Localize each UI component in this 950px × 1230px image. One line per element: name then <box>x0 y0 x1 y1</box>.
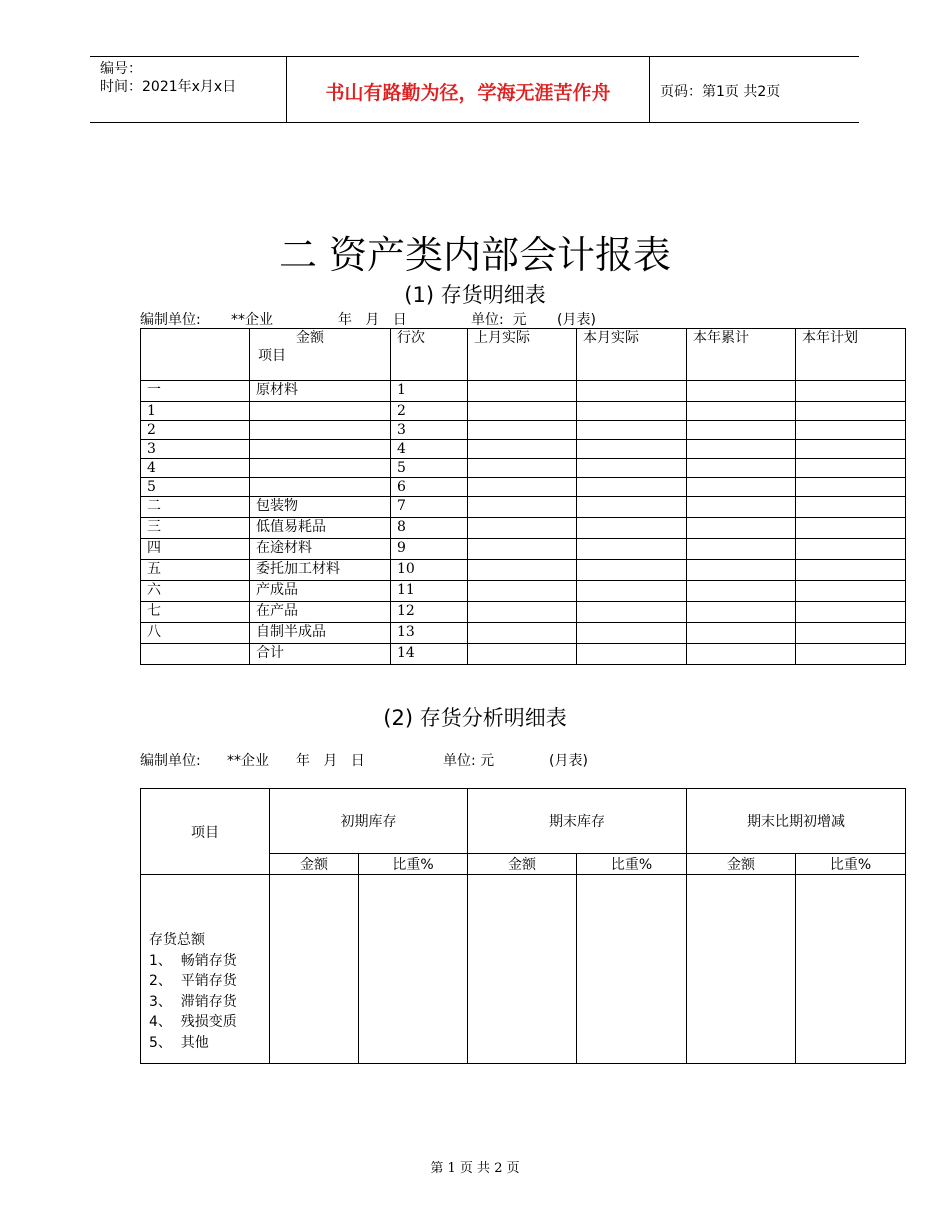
data-cell <box>796 459 906 478</box>
row-item-name <box>250 402 391 421</box>
col-header-this-month: 本月实际 <box>577 329 687 381</box>
inventory-detail-table <box>140 328 906 665</box>
data-cell <box>796 421 906 440</box>
row-line-number: 3 <box>391 421 468 440</box>
number-label: 编号： <box>100 61 142 77</box>
row-item-name: 在途材料 <box>250 539 391 560</box>
table1-row <box>141 381 906 402</box>
data-cell <box>796 644 906 665</box>
row-number: 三 <box>141 518 250 539</box>
table1-unit-label: 编制单位: <box>140 312 201 328</box>
table1-row <box>141 602 906 623</box>
row-number: 六 <box>141 581 250 602</box>
data-cell <box>796 497 906 518</box>
data-cell <box>577 518 687 539</box>
row-item-name: 委托加工材料 <box>250 560 391 581</box>
table2-title: (2) 存货分析明细表 <box>383 706 567 730</box>
table2-unit-label: 编制单位: <box>140 753 201 769</box>
data-cell <box>577 560 687 581</box>
data-cell <box>796 623 906 644</box>
group-change: 期末比期初增减 <box>687 789 906 854</box>
sub-header-ratio: 比重% <box>359 854 468 875</box>
item-fast-moving: 1、 畅销存货 <box>149 952 237 969</box>
table2-item-list <box>141 875 270 1064</box>
row-line-number: 5 <box>391 459 468 478</box>
item-total: 存货总额 <box>149 932 205 948</box>
header-top-rule <box>90 56 859 57</box>
data-cell <box>577 539 687 560</box>
row-line-number: 10 <box>391 560 468 581</box>
data-cell <box>796 440 906 459</box>
data-cell <box>468 644 577 665</box>
data-cell <box>687 560 796 581</box>
data-cell <box>468 518 577 539</box>
row-number: 四 <box>141 539 250 560</box>
row-number: 2 <box>141 421 250 440</box>
table2-body-row <box>141 875 906 1064</box>
data-cell <box>468 459 577 478</box>
data-cell <box>359 875 468 1064</box>
data-cell <box>577 602 687 623</box>
data-cell <box>468 381 577 402</box>
row-number: 二 <box>141 497 250 518</box>
header-left-block <box>100 60 236 96</box>
data-cell <box>577 459 687 478</box>
sub-header-amount: 金额 <box>270 854 359 875</box>
table2-item-header: 项目 <box>141 789 270 875</box>
data-cell <box>468 539 577 560</box>
row-item-name: 在产品 <box>250 602 391 623</box>
data-cell <box>577 497 687 518</box>
data-cell <box>687 581 796 602</box>
data-cell <box>468 581 577 602</box>
data-cell <box>577 875 687 1064</box>
item-slow-moving: 3、 滞销存货 <box>149 993 237 1010</box>
data-cell <box>796 381 906 402</box>
row-number: 3 <box>141 440 250 459</box>
data-cell <box>796 602 906 623</box>
data-cell <box>577 581 687 602</box>
sub-header-ratio: 比重% <box>577 854 687 875</box>
row-number: 一 <box>141 381 250 402</box>
data-cell <box>468 440 577 459</box>
data-cell <box>687 402 796 421</box>
data-cell <box>270 875 359 1064</box>
col-header-plan: 本年计划 <box>796 329 906 381</box>
data-cell <box>577 402 687 421</box>
row-line-number: 7 <box>391 497 468 518</box>
data-cell <box>577 440 687 459</box>
row-line-number: 14 <box>391 644 468 665</box>
data-cell <box>687 518 796 539</box>
header-bottom-rule <box>90 122 859 123</box>
row-number: 八 <box>141 623 250 644</box>
row-number: 4 <box>141 459 250 478</box>
table1-corner-cell <box>141 329 250 381</box>
table2-group-row <box>141 789 906 854</box>
item-normal-moving: 2、 平销存货 <box>149 973 237 989</box>
table1-title: (1) 存货明细表 <box>404 283 546 307</box>
sub-header-amount: 金额 <box>468 854 577 875</box>
row-line-number: 12 <box>391 602 468 623</box>
data-cell <box>796 478 906 497</box>
data-cell <box>687 539 796 560</box>
data-cell <box>468 421 577 440</box>
data-cell <box>796 402 906 421</box>
data-cell <box>577 381 687 402</box>
data-cell <box>796 875 906 1064</box>
data-cell <box>577 644 687 665</box>
item-damaged: 4、 残损变质 <box>149 1014 237 1030</box>
table2-company: **企业 <box>227 753 269 769</box>
col-header-line: 行次 <box>391 329 468 381</box>
row-item-name <box>250 440 391 459</box>
table1-row <box>141 581 906 602</box>
row-line-number: 6 <box>391 478 468 497</box>
row-item-name: 包装物 <box>250 497 391 518</box>
data-cell <box>468 602 577 623</box>
table1-company: **企业 <box>231 312 273 328</box>
row-line-number: 13 <box>391 623 468 644</box>
group-opening-stock: 初期库存 <box>270 789 468 854</box>
table1-row <box>141 644 906 665</box>
data-cell <box>687 644 796 665</box>
motto-text: 书山有路勤为径，学海无涯苦作舟 <box>325 82 611 104</box>
table2-currency: 单位: 元 <box>443 753 495 769</box>
table1-row <box>141 560 906 581</box>
data-cell <box>468 875 577 1064</box>
data-cell <box>577 623 687 644</box>
table1-row <box>141 623 906 644</box>
inventory-analysis-table <box>140 788 906 1064</box>
data-cell <box>687 875 796 1064</box>
data-cell <box>468 623 577 644</box>
data-cell <box>468 497 577 518</box>
row-number: 5 <box>141 478 250 497</box>
table1-period: (月表) <box>557 312 596 328</box>
row-line-number: 11 <box>391 581 468 602</box>
header-divider-right <box>649 56 650 123</box>
table1-row <box>141 402 906 421</box>
table1-currency: 单位: 元 <box>471 312 527 328</box>
data-cell <box>687 421 796 440</box>
table2-date: 年 月 日 <box>296 753 365 769</box>
row-line-number: 9 <box>391 539 468 560</box>
table1-row <box>141 440 906 459</box>
data-cell <box>468 560 577 581</box>
row-item-name: 产成品 <box>250 581 391 602</box>
data-cell <box>796 560 906 581</box>
table1-row <box>141 478 906 497</box>
row-number: 五 <box>141 560 250 581</box>
main-title: 二 资产类内部会计报表 <box>278 233 672 277</box>
row-line-number: 4 <box>391 440 468 459</box>
row-item-name: 原材料 <box>250 381 391 402</box>
row-number: 七 <box>141 602 250 623</box>
data-cell <box>687 623 796 644</box>
row-item-name: 合计 <box>250 644 391 665</box>
row-item-name: 低值易耗品 <box>250 518 391 539</box>
time-label: 时间：2021年x月x日 <box>100 79 237 95</box>
row-item-name: 自制半成品 <box>250 623 391 644</box>
data-cell <box>687 381 796 402</box>
data-cell <box>687 497 796 518</box>
group-closing-stock: 期末库存 <box>468 789 687 854</box>
data-cell <box>468 478 577 497</box>
table1-date: 年 月 日 <box>338 312 407 328</box>
data-cell <box>687 602 796 623</box>
sub-header-ratio: 比重% <box>796 854 906 875</box>
table1-row <box>141 459 906 478</box>
data-cell <box>796 539 906 560</box>
row-line-number: 1 <box>391 381 468 402</box>
data-cell <box>796 581 906 602</box>
table1-row <box>141 539 906 560</box>
row-line-number: 2 <box>391 402 468 421</box>
header-amount: 金额 <box>296 330 324 346</box>
col-header-ytd: 本年累计 <box>687 329 796 381</box>
col-header-last-month: 上月实际 <box>468 329 577 381</box>
table1-row <box>141 497 906 518</box>
row-number: 1 <box>141 402 250 421</box>
header-item: 项目 <box>258 348 286 364</box>
table1-row <box>141 421 906 440</box>
data-cell <box>796 518 906 539</box>
row-item-name <box>250 421 391 440</box>
sub-header-amount: 金额 <box>687 854 796 875</box>
page-info: 页码：第1页 共2页 <box>660 84 781 100</box>
data-cell <box>687 478 796 497</box>
row-item-name <box>250 478 391 497</box>
data-cell <box>577 478 687 497</box>
table2-period: (月表) <box>549 753 588 769</box>
table1-row <box>141 518 906 539</box>
data-cell <box>687 440 796 459</box>
page-footer: 第 1 页 共 2 页 <box>430 1161 520 1176</box>
table1-diag-header <box>250 329 391 381</box>
row-number <box>141 644 250 665</box>
row-item-name <box>250 459 391 478</box>
row-line-number: 8 <box>391 518 468 539</box>
table1-header-row <box>141 329 906 381</box>
data-cell <box>687 459 796 478</box>
data-cell <box>468 402 577 421</box>
data-cell <box>577 421 687 440</box>
item-other: 5、 其他 <box>149 1034 209 1051</box>
